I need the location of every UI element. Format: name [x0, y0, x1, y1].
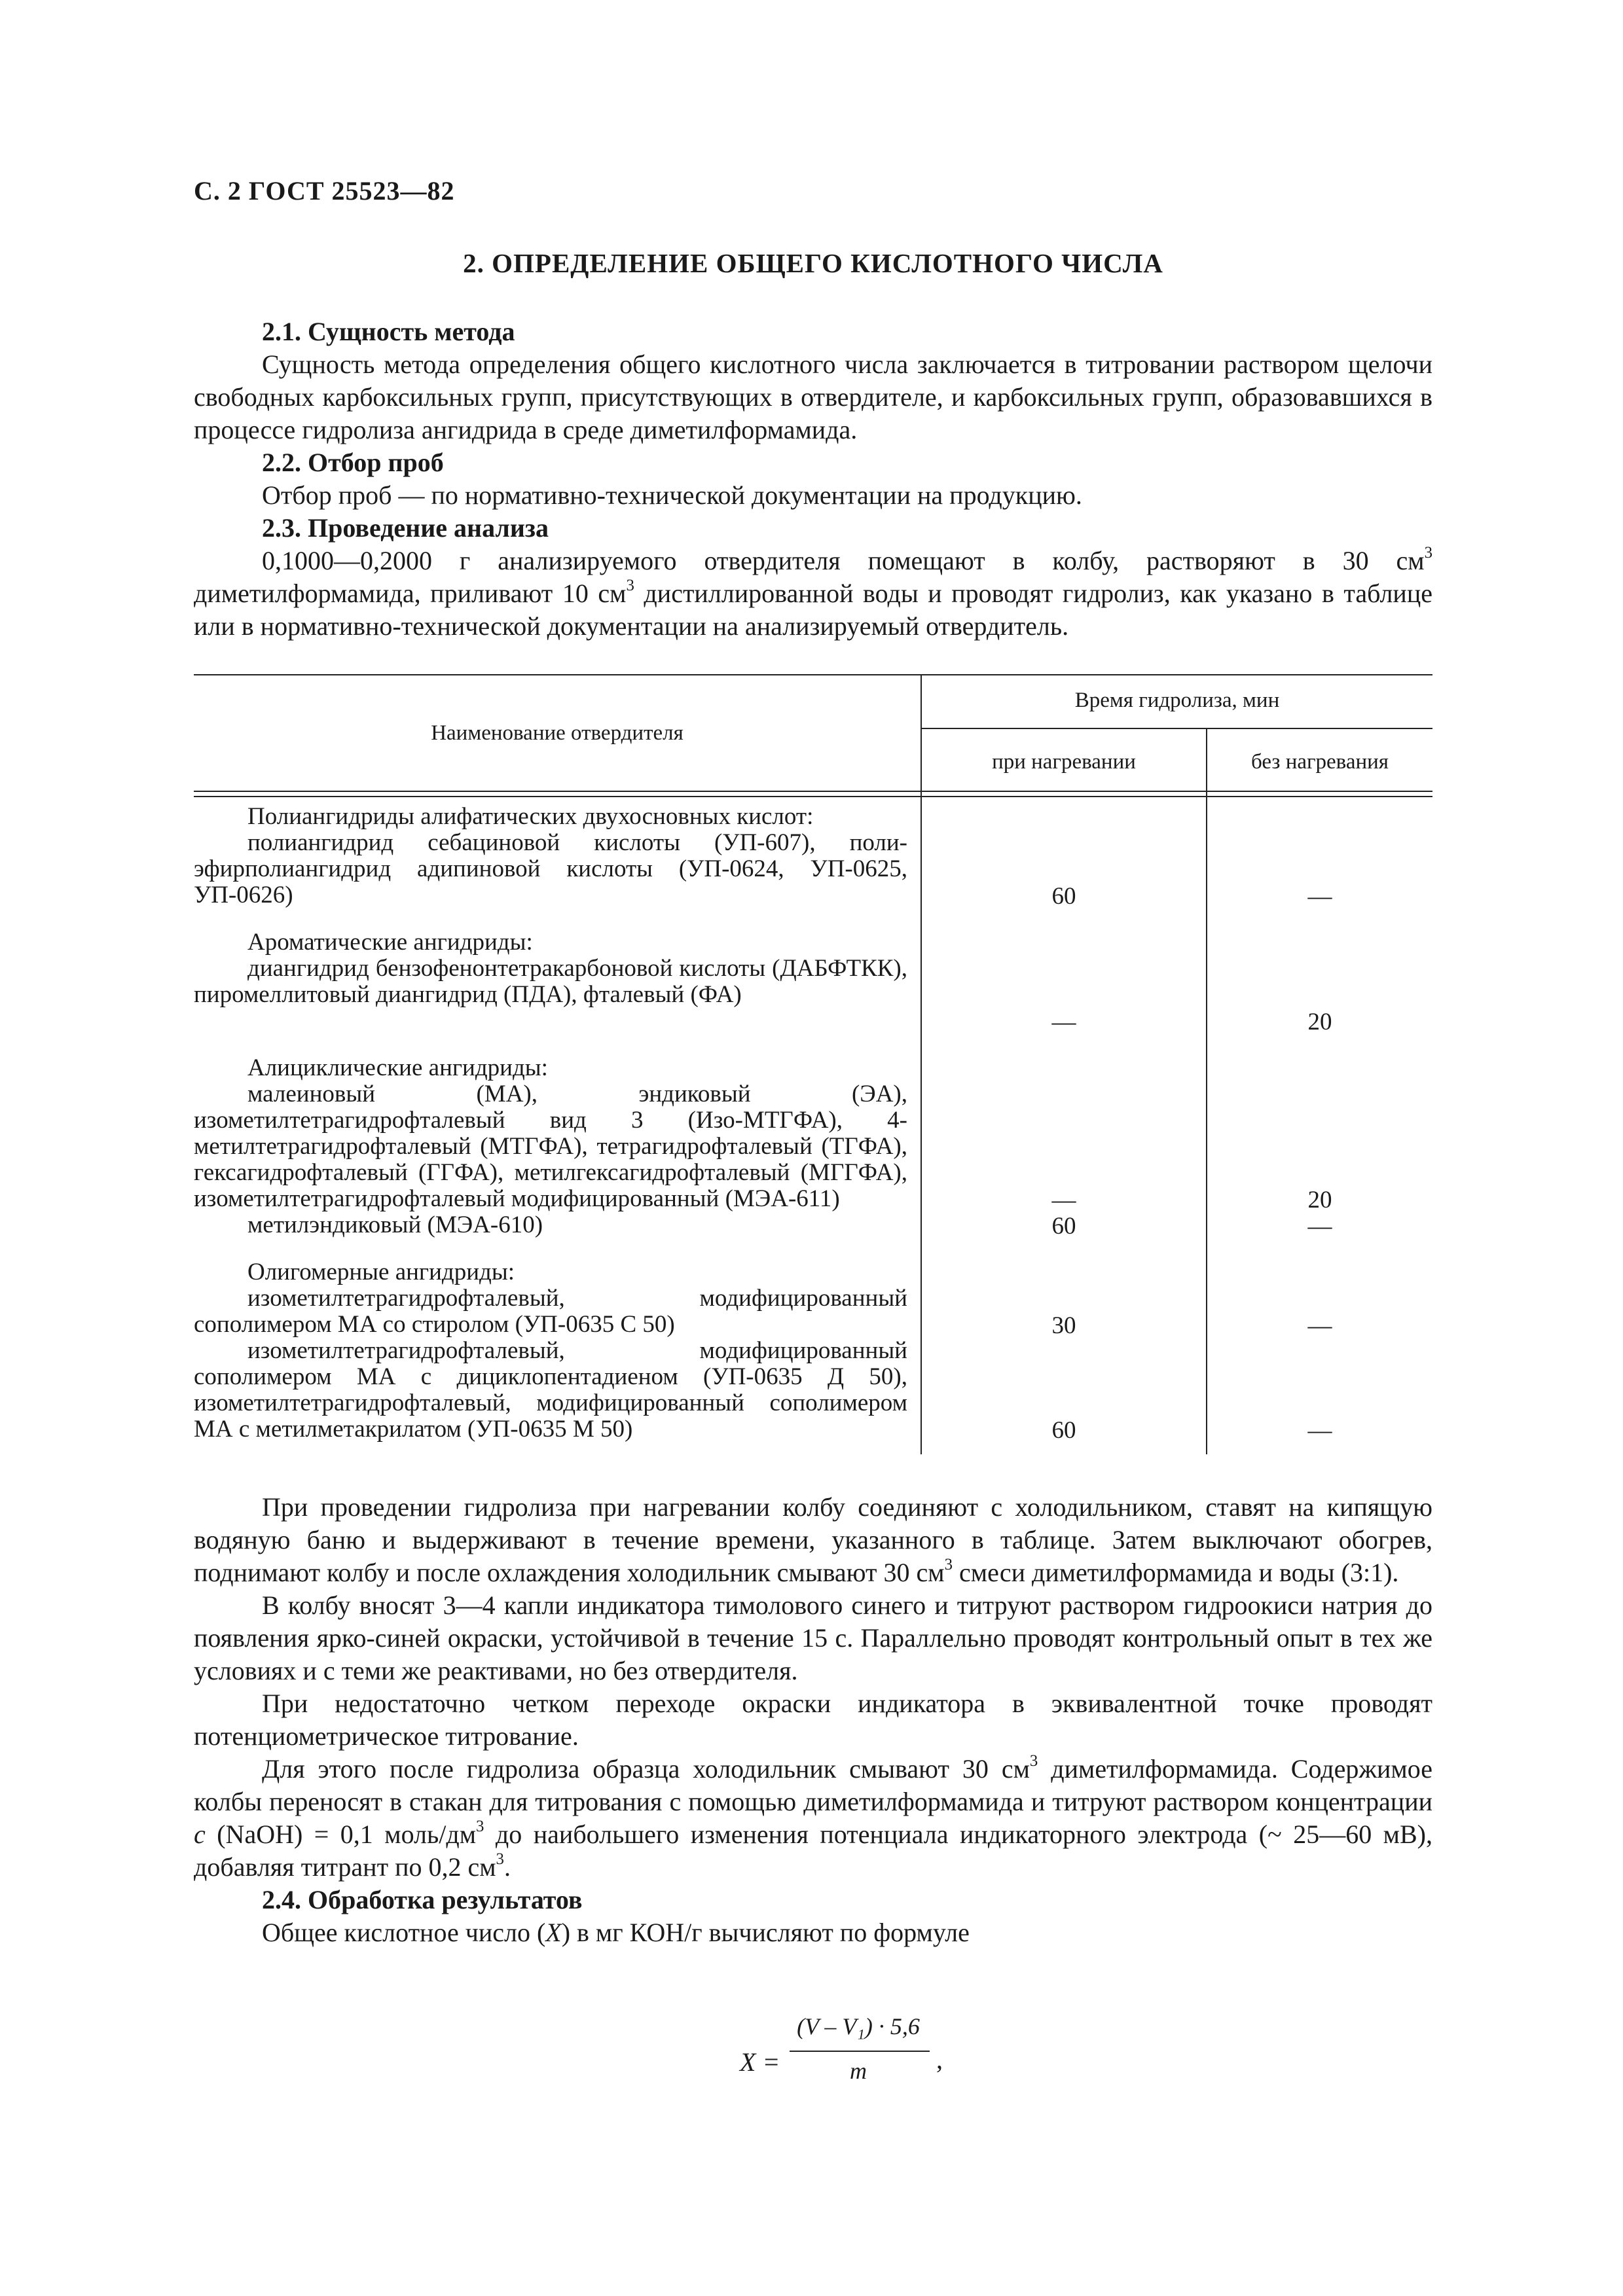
table-row: Алициклические ангидриды: малеиновый (МА), эндиковый (ЭА), изометилтетрагидрофталевый вид 3 (Изо-МТГФА), 4-метилтетрагидрофталевый (МТГФА), тетрагидрофталевый (ТГФА), гексагидрофталевый (ГГФА), метилгексагидрофталевый (МГГФА), изометилтетрагидрофталевый модифицированный (МЭА-611) метилэндиковый (МЭА-610) — [194, 1054, 907, 1238]
cell-heat: 30 — [1051, 1312, 1076, 1339]
formula-numerator: (V – V₁) · 5,6 — [797, 2013, 920, 2039]
formula-denominator: m — [850, 2058, 867, 2084]
hydrolysis-time-table — [194, 674, 1432, 1460]
paragraph-2-4: Общее кислотное число (X) в мг КОН/г вычисляют по формуле — [262, 1918, 970, 1947]
paragraph-2-3: 0,1000—0,2000 г анализируемого отвердителя помещают в колбу, растворяют в 30 $см^3$ диметилформамида, приливают 10 $см^3$ дистиллированной воды и проводят гидролиз, как указано в таблице или в нормативно-технической документации на анализируемый отвердитель. — [194, 544, 1432, 641]
header-heat: при нагревании — [992, 750, 1136, 774]
cell-heat: — — [1051, 1009, 1076, 1035]
cell-noheat: — — [1307, 1312, 1332, 1339]
analysis-text — [194, 1491, 1432, 1949]
running-head: С. 2 ГОСТ 25523—82 — [194, 176, 455, 206]
intro-sections — [194, 315, 1432, 643]
cell-noheat: — — [1307, 883, 1332, 910]
paragraph-after-2: В колбу вносят 3—4 капли индикатора тимолового синего и титруют раствором гидроокиси натрия до появления ярко-синей окраски, устойчивой в течение 15 с. Параллельно проводят контрольный опыт в тех же условиях и с теми же реактивами, но без отвердителя. — [194, 1590, 1432, 1685]
table-row: Полиангидриды алифатических двухосновных кислот: полиангидрид себациновой кислоты (УП-607), поли-эфирполиангидрид адипиновой кислоты (УП-0624, УП-0625, УП-0626) — [194, 803, 907, 908]
header-time: Время гидролиза, мин — [1074, 689, 1280, 712]
formula — [740, 2013, 976, 2098]
paragraph-after-3: При недостаточно четком переходе окраски индикатора в эквивалентной точке проводят потенциометрическое титрование. — [194, 1689, 1432, 1751]
paragraph-2-2: Отбор проб — по нормативно-технической документации на продукцию. — [262, 480, 1082, 510]
cell-noheat: — — [1307, 1213, 1332, 1240]
formula-trail: , — [936, 2045, 943, 2074]
cell-noheat: 20 — [1307, 1187, 1332, 1213]
cell-noheat: — — [1307, 1417, 1332, 1444]
cell-heat: 60 — [1051, 883, 1076, 910]
cell-heat: — — [1051, 1187, 1076, 1213]
formula-lhs: X = — [740, 2047, 780, 2077]
heading-2-4: 2.4. Обработка результатов — [262, 1885, 583, 1914]
table-row: Олигомерные ангидриды: изометилтетрагидрофталевый, модифицированный сополимером МА со стиролом (УП-0635 С 50) изометилтетрагидрофталевый, модифицированный сополимером МА с дициклопентадиеном (УП-0635 Д 50), изометилтетрагидрофталевый, модифицированный сополимером МА с метилметакрилатом (УП-0635 М 50) — [194, 1259, 907, 1443]
header-name: Наименование отвердителя — [431, 721, 684, 745]
cell-heat: 60 — [1051, 1417, 1076, 1444]
section-title: 2. ОПРЕДЕЛЕНИЕ ОБЩЕГО КИСЛОТНОГО ЧИСЛА — [463, 248, 1163, 278]
paragraph-after-1: При проведении гидролиза при нагревании колбу соединяют с холодильником, ставят на кипящую водяную баню и выдерживают в течение времени, указанного в таблице. Затем выключают обогрев, поднимают колбу и после охлаждения холодильник смывают 30 $см^3$ смеси диметилформамида и воды (3:1). — [194, 1492, 1432, 1587]
cell-heat: 60 — [1051, 1213, 1076, 1240]
cell-noheat: 20 — [1307, 1009, 1332, 1035]
heading-2-1: 2.1. Сущность метода — [262, 317, 515, 346]
paragraph-after-4: Для этого после гидролиза образца холодильник смывают 30 $см^3$ диметилформамида. Содержимое колбы переносят в стакан для титрования с помощью диметилформамида и титруют раствором концентрации c (NaOH) = 0,1 моль/$дм^3$ до наибольшего изменения потенциала индикаторного электрода (~ 25—60 мВ), добавляя титрант по 0,2 $см^3$. — [194, 1752, 1432, 1882]
heading-2-2: 2.2. Отбор проб — [262, 448, 444, 477]
heading-2-3: 2.3. Проведение анализа — [262, 513, 549, 543]
paragraph-2-1: Сущность метода определения общего кислотного числа заключается в титровании раствором щелочи свободных карбоксильных групп, присутствующих в отвердителе, и карбоксильных групп, образовавшихся в процессе гидролиза ангидрида в среде диметилформамида. — [194, 350, 1432, 444]
table-row: Ароматические ангидриды: диангидрид бензофенонтетракарбоновой кислоты (ДАБФТКК), пиромеллитовый диангидрид (ПДА), фталевый (ФА) — [194, 929, 907, 1008]
fraction-bar — [790, 2051, 930, 2052]
header-noheat: без нагревания — [1251, 750, 1389, 774]
